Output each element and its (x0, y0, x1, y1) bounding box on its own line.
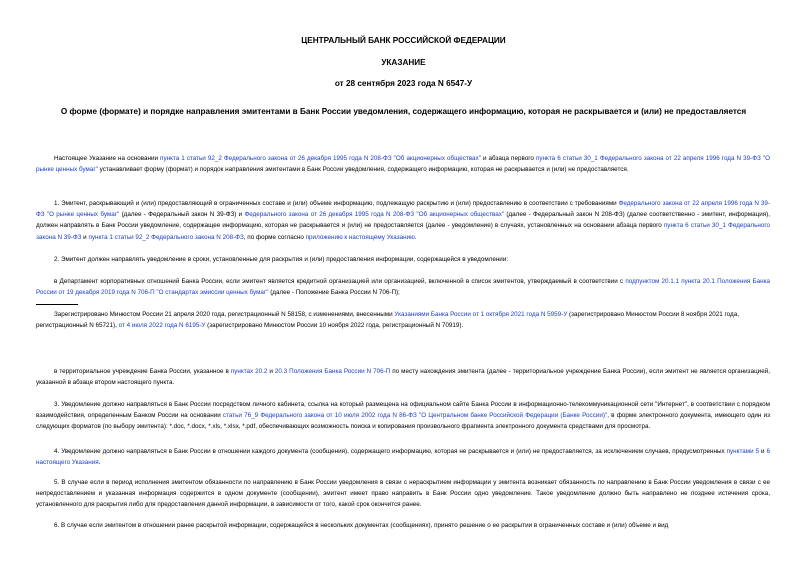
paragraph-3: 3. Уведомление должно направляться в Банк России посредством личного кабинета, ссылка на который размещена на официальном сайте Банка России в информационно-телекоммуникационной сети "Интернет", в соответствии с порядком взаимодействия, определенным Банком России на основании статьи 76_9 Федерального закона от 10 июля 2002 года N 86-ФЗ "О Центральном банке Российской Федерации (Банке России)", в форме электронного документа, имеющего один из следующих форматов (по выбору эмитента): *.doc, *.docx, *.xls, *.xlsx, *.pdf, обеспечивающих возможность поиска и копирования произвольного фрагмента электронного документа средствами для просмотра. (36, 401, 770, 431)
link-39fz-art30-p6[interactable]: пункта 6 статьи 30_1 Федерального закона N 39-ФЗ (36, 222, 770, 241)
footnote-separator (36, 304, 78, 305)
link-point-5[interactable]: пунктами 5 (726, 448, 760, 455)
link-law-39fz[interactable]: Федерального закона от 22 апреля 1996 года N 39-ФЗ "О рынке ценных бумаг" (36, 200, 770, 219)
document-date: от 28 сентября 2023 года N 6547-У (334, 79, 473, 88)
paragraph-6: 6. В случае если эмитентом в отношении ранее раскрытой информации, содержащейся в нескольких документах (сообщениях), принято решение о ее раскрытии в ограниченных составе и (или) объеме и вид (54, 522, 669, 529)
link-regulation-706p[interactable]: подпунктом 20.1.1 пункта 20.1 Положения Банка России от 19 декабря 2019 года N 706-П "О стандартах эмиссии ценных бумаг" (36, 278, 770, 297)
link-ukazanie-5959u[interactable]: Указаниями Банка России от 1 октября 2021 года N 5959-У (394, 311, 568, 318)
document-title: О форме (формате) и порядке направления эмитентами в Банк России уведомления, содержащего информацию, которая не раскрывается и (или) не предоставляется (60, 107, 747, 116)
issuer-heading: ЦЕНТРАЛЬНЫЙ БАНК РОССИЙСКОЙ ФЕДЕРАЦИИ (301, 36, 506, 45)
link-point-20-3[interactable]: 20.3 Положения Банка России N 706-П (274, 368, 391, 375)
paragraph-2-item-2: в территориальное учреждение Банка России, указанное в пунктах 20.2 и 20.3 Положения Банка России N 706-П по месту нахождения эмитента (далее - территориальное учреждение Банка России), если эмитент не является организацией, указанной в абзаце втором настоящего пункта. (36, 368, 770, 387)
paragraph-4: 4. Уведомление должно направляться в Банк России в отношении каждого документа (сообщения), содержащего информацию, которая не раскрывается и (или) не предоставляется, за исключением случаев, предусмотренных пунктами 5 и 6 настоящего Указания. (36, 448, 770, 467)
paragraph-2: 2. Эмитент должен направлять уведомление в сроки, установленные для раскрытия и (или) предоставления информации, содержащейся в уведомлении: (54, 256, 509, 263)
paragraph-1: 1. Эмитент, раскрывающий и (или) предоставляющий в ограниченных составе и (или) объеме информацию, подлежащую раскрытию и (или) предоставлению в соответствии с требованиями Федерального закона от 22 апреля 1996 года N 39-ФЗ "О рынке ценных бумаг" (далее - Федеральный закон N 39-ФЗ) и Федерального закона от 26 декабря 1995 года N 208-ФЗ "Об акционерных обществах" (далее - Федеральный закон N 208-ФЗ) (далее соответственно - эмитент, информация), должен направлять в Банк России уведомление, содержащее информацию, которая не раскрывается и (или) не предоставляется (далее - уведомление) в случаях, установленных на основании абзаца первого пункта 6 статьи 30_1 Федерального закона N 39-ФЗ и пункта 1 статьи 92_2 Федерального закона N 208-ФЗ, по форме согласно приложению к настоящему Указанию. (36, 200, 770, 241)
paragraph-2-item-1: в Департамент корпоративных отношений Банка России, если эмитент является кредитной организацией или организацией, включенной в список эмитентов, утверждаемый в соответствии с подпунктом 20.1.1 пункта 20.1 Положения Банка России от 19 декабря 2019 года N 706-П "О стандартах эмиссии ценных бумаг" (далее - Положение Банка России N 706-П); (36, 278, 770, 297)
document-type: УКАЗАНИЕ (381, 58, 426, 67)
footnote: Зарегистрировано Минюстом России 21 апреля 2020 года, регистрационный N 58158, с изменениями, внесенными Указаниями Банка России от 1 октября 2021 года N 5959-У (зарегистрировано Минюстом России 8 ноября 2021 года, регистрационный N 65721), от 4 июля 2022 года N 6195-У (зарегистрировано Минюстом России 10 ноября 2022 года, регистрационный N 70919). (36, 311, 739, 330)
link-appendix[interactable]: приложению к настоящему Указанию (305, 233, 415, 241)
link-law-208fz-art92[interactable]: пункта 1 статьи 92_2 Федерального закона от 26 декабря 1995 года N 208-ФЗ "Об акционерных обществах" (160, 155, 481, 162)
link-law-86fz[interactable]: статьи 76_9 Федерального закона от 10 июля 2002 года N 86-ФЗ "О Центральном банке Российской Федерации (Банке России)" (222, 412, 608, 420)
link-point-20-2[interactable]: пунктах 20.2 (230, 368, 268, 375)
paragraph-5: 5. В случае если в период исполнения эмитентом обязанности по направлению в Банк России уведомления в связи с нераскрытием информации у эмитента возникает обязанность по направлению в Банк России уведомления в связи с ее непредоставлением и указанная информация содержится в одном документе (сообщении), эмитент имеет право направить в Банк России одно уведомление. Такое уведомление должно быть направлено не позднее истечения срока, установленного для раскрытия либо для предоставления данной информации, в зависимости от того, какой срок окончится ранее. (36, 479, 770, 509)
link-law-208fz[interactable]: Федерального закона от 26 декабря 1995 года N 208-ФЗ "Об акционерных обществах" (244, 211, 505, 219)
intro-paragraph: Настоящее Указание на основании пункта 1 статьи 92_2 Федерального закона от 26 декабря 1995 года N 208-ФЗ "Об акционерных обществах" и абзаца первого пункта 6 статьи 30_1 Федерального закона от 22 апреля 1996 года N 39-ФЗ "О рынке ценных бумаг" устанавливает форму (формат) и порядок направления эмитентами в Банк России уведомления, содержащего информацию, которая не раскрывается и (или) не предоставляется. (36, 155, 770, 174)
link-208fz-art92-p1[interactable]: пункта 1 статьи 92_2 Федерального закона N 208-ФЗ (88, 233, 244, 241)
link-law-39fz-art30[interactable]: пункта 6 статьи 30_1 Федерального закона от 22 апреля 1996 года N 39-ФЗ "О рынке ценных бумаг" (36, 155, 770, 174)
link-ukazanie-6195u[interactable]: от 4 июля 2022 года N 6195-У (118, 322, 206, 330)
link-point-6[interactable]: 6 настоящего Указания (36, 448, 770, 467)
